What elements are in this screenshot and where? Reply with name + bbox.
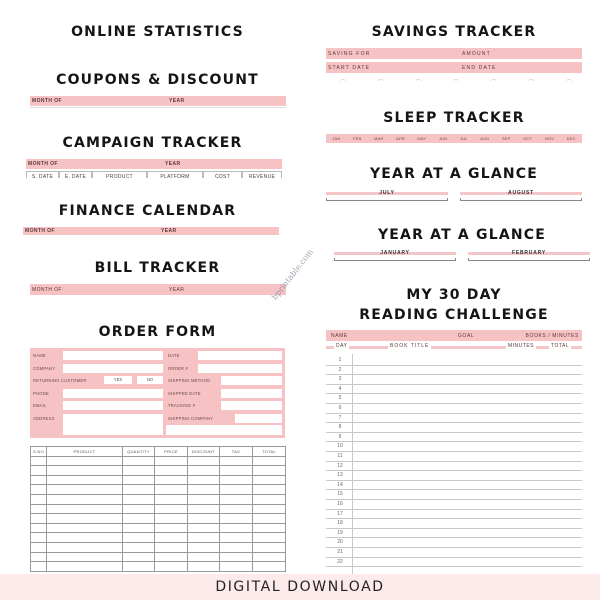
- reading-day-number: 2: [338, 366, 342, 373]
- reading-name-label: NAME: [331, 333, 348, 339]
- amount-label: AMOUNT: [462, 51, 491, 57]
- address-field[interactable]: [63, 414, 163, 435]
- date-label: DATE: [168, 353, 180, 358]
- reading-row-line[interactable]: [326, 557, 582, 558]
- savings-arc-icon: ⌒: [340, 81, 347, 87]
- campaign-title: CAMPAIGN TRACKER: [62, 135, 243, 151]
- month-label: FEB: [353, 136, 362, 141]
- order-table-cell[interactable]: [188, 466, 220, 476]
- order-table-cell[interactable]: [47, 562, 123, 572]
- order-table-cell[interactable]: [220, 514, 253, 524]
- reading-goal-label: GOAL: [458, 333, 475, 339]
- reading-row-line[interactable]: [326, 480, 582, 481]
- col-price: PRICE: [155, 447, 188, 457]
- order-table-cell[interactable]: [188, 456, 220, 466]
- order-table-cell[interactable]: [155, 466, 188, 476]
- order-table-row: [31, 552, 286, 562]
- order-table-cell[interactable]: [47, 485, 123, 495]
- reading-row-line[interactable]: [326, 403, 582, 404]
- order-table-cell[interactable]: [47, 533, 123, 543]
- reading-row-line[interactable]: [326, 461, 582, 462]
- reading-day-number: 15: [337, 491, 343, 498]
- reading-row-line[interactable]: [326, 374, 582, 375]
- shipping-method-label: SHIPPING METHOD: [168, 378, 211, 383]
- order-table-row: [31, 514, 286, 524]
- col-tax: TAX: [220, 447, 253, 457]
- end-date-label: END DATE: [462, 65, 497, 71]
- reading-day-number: 20: [337, 539, 343, 546]
- bill-header-bar: [30, 284, 286, 295]
- reading-row-line[interactable]: [326, 441, 582, 442]
- order-table-cell[interactable]: [253, 504, 286, 514]
- order-table-cell[interactable]: [123, 466, 155, 476]
- savings-arc-icon: ⌒: [528, 81, 535, 87]
- savings-arc-icon: ⌒: [565, 81, 572, 87]
- order-table-cell[interactable]: [220, 466, 253, 476]
- tracking-label: TRACKING #: [168, 403, 196, 408]
- online-statistics-title: ONLINE STATISTICS: [71, 24, 244, 40]
- sleep-months-bar: [326, 134, 582, 143]
- shipped-date-label: SHIPPED DATE: [168, 391, 201, 396]
- order-table-row: [31, 504, 286, 514]
- reading-row-line[interactable]: [326, 509, 582, 510]
- order-table-cell[interactable]: [253, 485, 286, 495]
- coupons-month-label: MONTH OF: [32, 98, 62, 104]
- reading-day-number: 3: [338, 376, 342, 383]
- order-table-cell[interactable]: [31, 552, 47, 562]
- year-glance-2-month-a: [334, 250, 456, 262]
- order-table-cell[interactable]: [220, 475, 253, 485]
- order-table-cell[interactable]: [31, 504, 47, 514]
- order-table-cell[interactable]: [31, 542, 47, 552]
- reading-row-line[interactable]: [326, 451, 582, 452]
- coupons-year-label: YEAR: [169, 98, 185, 104]
- order-table-cell[interactable]: [220, 542, 253, 552]
- order-table-row: [31, 523, 286, 533]
- order-form-box: [30, 348, 285, 438]
- order-table-cell[interactable]: [220, 494, 253, 504]
- reading-row-line[interactable]: [326, 413, 582, 414]
- shipping-company-field[interactable]: [166, 425, 282, 435]
- order-table-cell[interactable]: [47, 514, 123, 524]
- returning-yes-button[interactable]: YES: [104, 376, 132, 384]
- order-table-row: [31, 494, 286, 504]
- campaign-col: REVENUE: [242, 172, 282, 178]
- email-field[interactable]: [63, 401, 163, 410]
- reading-row-line[interactable]: [326, 384, 582, 385]
- order-table-cell[interactable]: [31, 494, 47, 504]
- month-label: JUN: [438, 136, 448, 141]
- returning-no-button[interactable]: NO: [137, 376, 163, 384]
- col-product: PRODUCT: [47, 447, 123, 457]
- order-table-cell[interactable]: [253, 523, 286, 533]
- month-label: SEP: [502, 136, 511, 141]
- order-table-cell[interactable]: [220, 552, 253, 562]
- order-table-cell[interactable]: [155, 514, 188, 524]
- reading-total-header: TOTAL: [551, 343, 570, 349]
- finance-header-bar: [23, 227, 279, 235]
- reading-row-line[interactable]: [326, 547, 582, 548]
- finance-month-label: MONTH OF: [25, 228, 55, 234]
- reading-row-line[interactable]: [326, 422, 582, 423]
- footer-label: DIGITAL DOWNLOAD: [215, 579, 385, 595]
- month-name: AUGUST: [508, 190, 534, 196]
- returning-customer-label: RETURNING CUSTOMER: [33, 378, 87, 383]
- order-table-cell[interactable]: [220, 533, 253, 543]
- reading-row-line[interactable]: [326, 470, 582, 471]
- reading-day-header: DAY: [336, 343, 348, 349]
- order-table-cell[interactable]: [188, 533, 220, 543]
- reading-row-line[interactable]: [326, 393, 582, 394]
- order-table-cell[interactable]: [220, 523, 253, 533]
- saving-for-label: SAVING FOR: [328, 51, 371, 57]
- shipping-method-field[interactable]: [221, 376, 282, 385]
- watermark: bprintable.com: [270, 247, 316, 302]
- order-table-cell[interactable]: [253, 562, 286, 572]
- order-table-row: [31, 456, 286, 466]
- order-table-cell[interactable]: [155, 504, 188, 514]
- savings-icons: [340, 78, 572, 87]
- reading-row-line[interactable]: [326, 518, 582, 519]
- order-table-cell[interactable]: [155, 533, 188, 543]
- order-table-cell[interactable]: [47, 456, 123, 466]
- order-table-cell[interactable]: [123, 523, 155, 533]
- tracking-field[interactable]: [221, 401, 282, 410]
- reading-row-line[interactable]: [326, 537, 582, 538]
- year-glance-1-month-a: [326, 190, 448, 202]
- order-table-cell[interactable]: [188, 514, 220, 524]
- order-table-cell[interactable]: [253, 514, 286, 524]
- reading-day-number: 6: [338, 405, 342, 411]
- sleep-title: SLEEP TRACKER: [383, 110, 525, 126]
- order-table-cell[interactable]: [47, 542, 123, 552]
- reading-row-line[interactable]: [326, 499, 582, 500]
- order-table-cell[interactable]: [123, 456, 155, 466]
- campaign-header-bar: [26, 159, 282, 169]
- reading-day-number: 9: [338, 433, 342, 440]
- order-table-cell[interactable]: [188, 552, 220, 562]
- order-table-cell[interactable]: [253, 475, 286, 485]
- campaign-month-label: MONTH OF: [28, 161, 58, 167]
- month-label: JAN: [332, 136, 341, 141]
- reading-day-number: 7: [338, 414, 342, 421]
- col-total: TOTAL: [253, 447, 286, 457]
- footer-banner: [0, 574, 600, 600]
- phone-field[interactable]: [63, 389, 163, 398]
- month-label: AUG: [480, 136, 490, 141]
- phone-label: PHONE: [33, 391, 49, 396]
- finance-year-label: YEAR: [161, 228, 177, 234]
- savings-arc-icon: ⌒: [415, 81, 422, 87]
- shipping-company-label: SHIPPING COMPANY: [168, 416, 214, 421]
- order-table-cell[interactable]: [123, 562, 155, 572]
- order-table-cell[interactable]: [220, 504, 253, 514]
- order-table-cell[interactable]: [123, 475, 155, 485]
- order-table-cell[interactable]: [123, 485, 155, 495]
- month-label: NOV: [544, 136, 555, 141]
- order-table-cell[interactable]: [188, 475, 220, 485]
- order-table-cell[interactable]: [47, 504, 123, 514]
- order-table-cell[interactable]: [123, 504, 155, 514]
- order-table-cell[interactable]: [220, 485, 253, 495]
- date-field[interactable]: [198, 351, 282, 360]
- order-table-cell[interactable]: [31, 475, 47, 485]
- order-table-cell[interactable]: [155, 552, 188, 562]
- finance-title: FINANCE CALENDAR: [58, 203, 237, 219]
- savings-arc-icon: ⌒: [490, 81, 497, 87]
- reading-day-number: 18: [337, 520, 343, 527]
- company-label: COMPANY: [33, 366, 56, 371]
- month-name: JULY: [379, 190, 395, 196]
- order-table-row: [31, 542, 286, 552]
- order-table-cell[interactable]: [123, 542, 155, 552]
- order-table-cell[interactable]: [47, 552, 123, 562]
- order-table-row: [31, 475, 286, 485]
- reading-header-line: [326, 346, 582, 349]
- name-field[interactable]: [63, 351, 163, 360]
- order-table-cell[interactable]: [47, 475, 123, 485]
- month-label: JUL: [459, 136, 468, 141]
- campaign-col: S. DATE: [26, 172, 59, 178]
- order-table-cell[interactable]: [155, 542, 188, 552]
- reading-row-line[interactable]: [326, 365, 582, 366]
- shipping-company-field-top[interactable]: [235, 414, 282, 423]
- address-label: ADDRESS: [33, 416, 55, 421]
- month-name: FEBRUARY: [512, 250, 546, 256]
- campaign-col: PLATFORM: [147, 172, 203, 178]
- col-discount: DISCOUNT: [188, 447, 220, 457]
- order-table-cell[interactable]: [47, 523, 123, 533]
- order-table-cell[interactable]: [188, 485, 220, 495]
- order-table-cell[interactable]: [253, 533, 286, 543]
- order-table-cell[interactable]: [123, 514, 155, 524]
- reading-day-number: 21: [337, 549, 343, 555]
- savings-row-2: [326, 62, 582, 73]
- order-table-cell[interactable]: [31, 485, 47, 495]
- col-sno: S.NO: [31, 447, 47, 457]
- reading-day-number: 22: [337, 558, 343, 565]
- order-table-cell[interactable]: [47, 494, 123, 504]
- reading-day-number: 10: [337, 443, 343, 450]
- order-table-row: [31, 533, 286, 543]
- bill-month-label: MONTH OF: [32, 287, 62, 293]
- order-table-cell[interactable]: [188, 562, 220, 572]
- order-table-cell[interactable]: [220, 562, 253, 572]
- company-field[interactable]: [63, 364, 163, 373]
- order-table-cell[interactable]: [31, 533, 47, 543]
- campaign-columns: [26, 171, 282, 178]
- month-name: JANUARY: [380, 250, 410, 256]
- order-table-cell[interactable]: [31, 562, 47, 572]
- year-glance-1-title: YEAR AT A GLANCE: [369, 166, 539, 182]
- campaign-col: E. DATE: [59, 172, 92, 178]
- order-table-cell[interactable]: [253, 494, 286, 504]
- col-quantity: QUANTITY: [123, 447, 155, 457]
- bill-title: BILL TRACKER: [94, 260, 221, 276]
- reading-row-line[interactable]: [326, 528, 582, 529]
- order-table-cell[interactable]: [31, 523, 47, 533]
- order-table-cell[interactable]: [31, 456, 47, 466]
- order-table-cell[interactable]: [155, 494, 188, 504]
- order-table-cell[interactable]: [47, 466, 123, 476]
- coupons-ticks: [30, 107, 286, 110]
- reading-day-number: 17: [337, 510, 343, 517]
- order-number-field[interactable]: [198, 364, 282, 373]
- reading-day-number: 14: [337, 481, 343, 488]
- savings-arc-icon: ⌒: [377, 81, 384, 87]
- year-glance-2-month-b: [468, 250, 590, 262]
- order-table-row: [31, 562, 286, 572]
- order-table-cell[interactable]: [123, 533, 155, 543]
- order-table-row: [31, 466, 286, 476]
- month-label: OCT: [523, 136, 533, 141]
- year-glance-1-month-b: [460, 190, 582, 202]
- reading-name-bar: [326, 330, 582, 341]
- savings-title: SAVINGS TRACKER: [371, 24, 537, 40]
- order-table-cell[interactable]: [188, 542, 220, 552]
- reading-row-line[interactable]: [326, 432, 582, 433]
- order-table-cell[interactable]: [123, 494, 155, 504]
- reading-day-number: 19: [337, 529, 343, 536]
- order-table-cell[interactable]: [253, 456, 286, 466]
- order-table-cell[interactable]: [188, 523, 220, 533]
- coupons-header-bar: [30, 96, 286, 106]
- reading-row-line[interactable]: [326, 489, 582, 490]
- reading-day-number: 4: [338, 385, 342, 392]
- reading-day-number: 12: [337, 462, 343, 469]
- campaign-col: PRODUCT: [92, 172, 147, 178]
- reading-day-number: 5: [338, 395, 342, 402]
- year-glance-2-title: YEAR AT A GLANCE: [377, 227, 547, 243]
- name-label: NAME: [33, 353, 46, 358]
- order-table-body: [31, 456, 286, 571]
- order-table-cell[interactable]: [155, 475, 188, 485]
- order-table-cell[interactable]: [31, 514, 47, 524]
- reading-title-line1: MY 30 DAY: [406, 287, 502, 303]
- order-table-cell[interactable]: [155, 485, 188, 495]
- start-date-label: START DATE: [328, 65, 371, 71]
- order-table-cell[interactable]: [253, 542, 286, 552]
- order-table-cell[interactable]: [188, 494, 220, 504]
- reading-day-number: 16: [337, 501, 343, 507]
- reading-title-line2: READING CHALLENGE: [359, 307, 549, 323]
- order-table-cell[interactable]: [253, 552, 286, 562]
- reading-day-number: 11: [337, 453, 343, 459]
- order-table-cell[interactable]: [220, 456, 253, 466]
- order-table-cell[interactable]: [188, 504, 220, 514]
- reading-books-label: BOOKS / MINUTES: [525, 333, 579, 339]
- campaign-col: COST: [203, 172, 242, 178]
- shipped-date-field[interactable]: [221, 389, 282, 398]
- reading-book-title-header: BOOK TITLE: [390, 343, 430, 349]
- order-table-header-row: [31, 447, 286, 457]
- order-table-cell[interactable]: [155, 456, 188, 466]
- coupons-title: COUPONS & DISCOUNT: [56, 72, 259, 88]
- order-items-table: [30, 446, 286, 572]
- order-table-cell[interactable]: [155, 562, 188, 572]
- reading-day-number: 8: [338, 424, 342, 431]
- reading-minutes-header: MINUTES: [508, 343, 534, 349]
- month-label: MAR: [373, 136, 384, 141]
- bill-year-label: YEAR: [169, 287, 185, 293]
- savings-arc-icon: ⌒: [452, 81, 459, 87]
- reading-row-line[interactable]: [326, 566, 582, 567]
- email-label: EMAIL: [33, 403, 47, 408]
- order-number-label: ORDER #: [168, 366, 189, 371]
- reading-day-number: 13: [337, 472, 343, 479]
- order-table-cell[interactable]: [31, 466, 47, 476]
- order-table-cell[interactable]: [123, 552, 155, 562]
- month-label: MAY: [417, 136, 427, 141]
- savings-row-1: [326, 48, 582, 59]
- month-label: DEC: [566, 136, 576, 141]
- order-table-row: [31, 485, 286, 495]
- order-table-cell[interactable]: [155, 523, 188, 533]
- campaign-year-label: YEAR: [165, 161, 181, 167]
- order-form-title: ORDER FORM: [98, 324, 217, 340]
- order-table-cell[interactable]: [253, 466, 286, 476]
- month-label: APR: [396, 136, 405, 141]
- reading-day-number: 1: [338, 357, 342, 363]
